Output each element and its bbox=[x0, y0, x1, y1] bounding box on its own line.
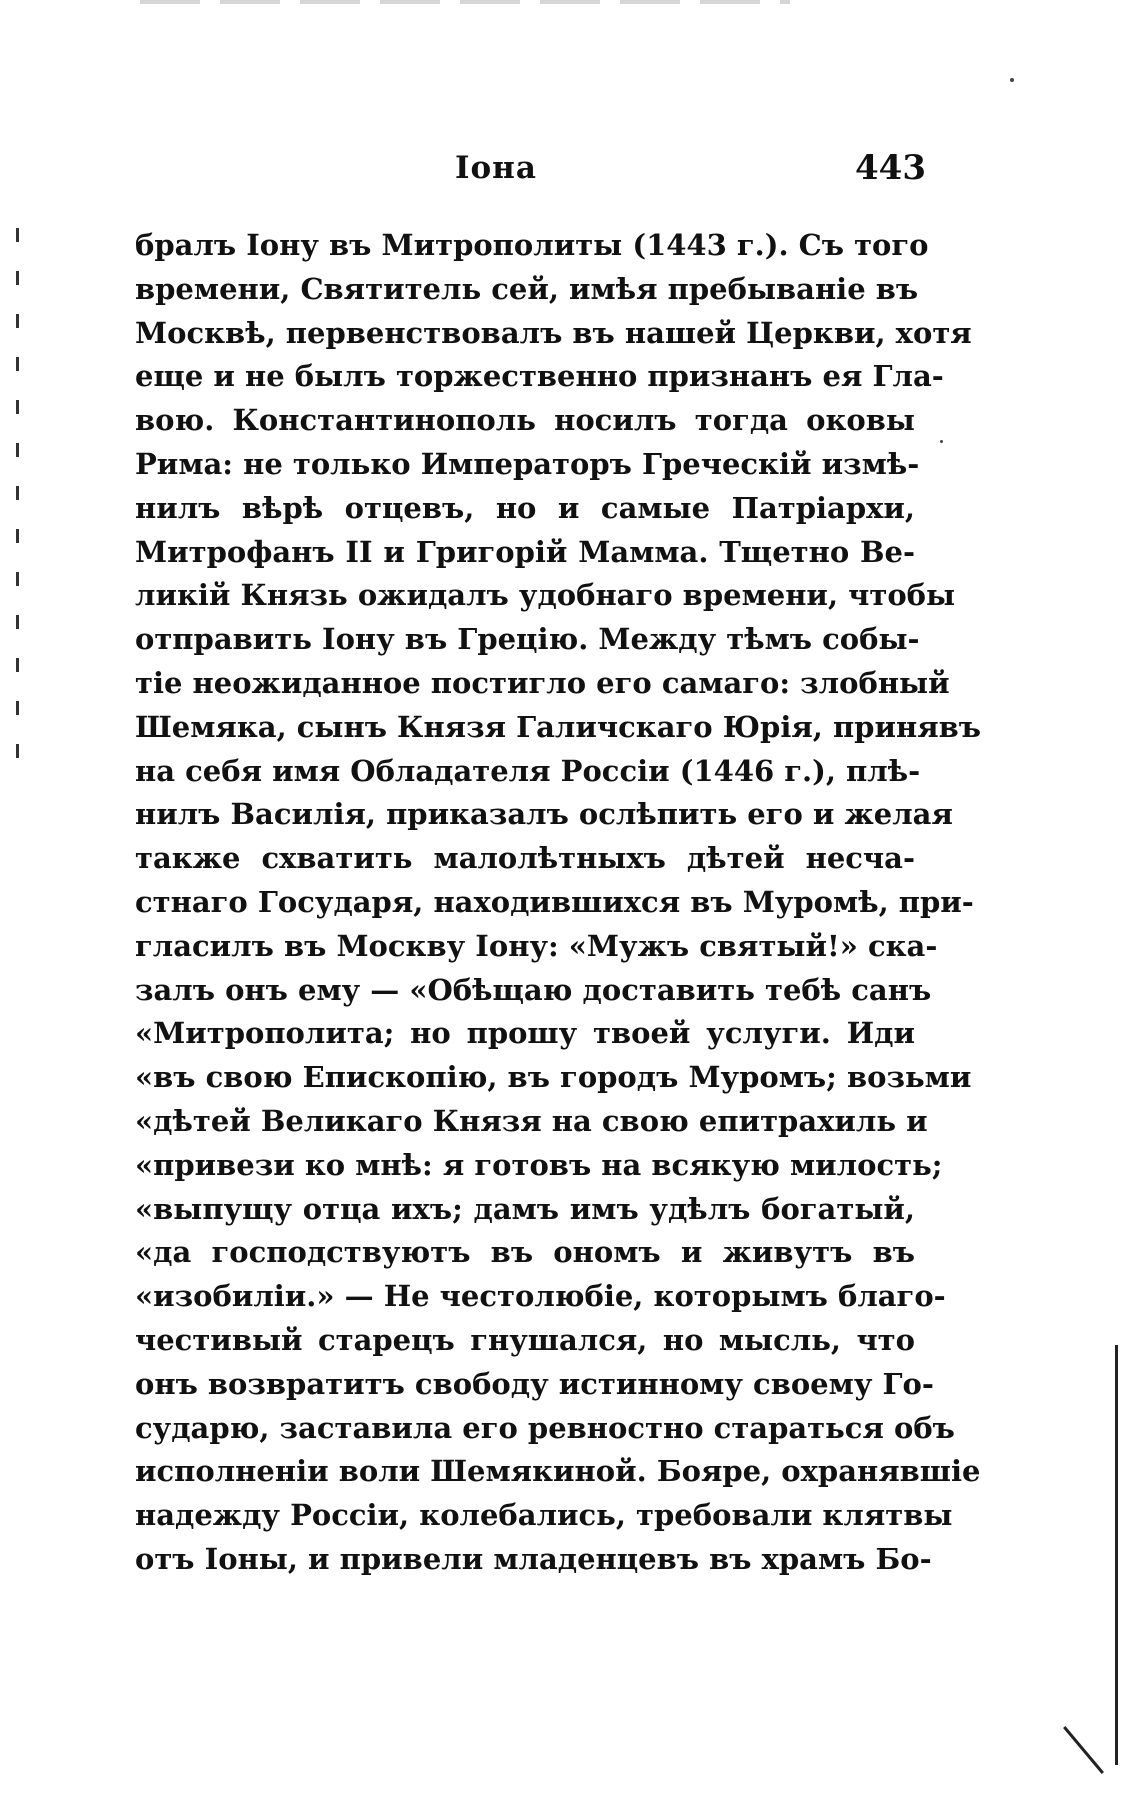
scan-speck bbox=[940, 440, 943, 443]
text-line: «выпущу отца ихъ; дамъ имъ удѣлъ богатый, bbox=[135, 1191, 915, 1226]
text-line: Шемяка, сынъ Князя Галичскаго Юрія, принявъ bbox=[135, 709, 982, 744]
margin-tick bbox=[16, 357, 19, 371]
margin-tick bbox=[16, 658, 19, 672]
text-line: Москвѣ, первенствовалъ въ нашей Церкви, хотя bbox=[135, 315, 972, 350]
text-line: «Митрополита; но прошу твоей услуги. Иди bbox=[135, 1016, 915, 1051]
text-line: ликій Князь ожидалъ удобнаго времени, чтобы bbox=[135, 578, 956, 613]
text-line: Митрофанъ II и Григорій Мамма. Тщетно Ве- bbox=[135, 534, 915, 569]
text-line: онъ возвратитъ свободу истинному своему Го- bbox=[135, 1366, 934, 1401]
text-line: исполненіи воли Шемякиной. Бояре, охранявшіе bbox=[135, 1454, 981, 1489]
margin-tick bbox=[16, 701, 19, 715]
body-text bbox=[135, 224, 982, 1582]
text-line: «да господствуютъ въ ономъ и живутъ въ bbox=[135, 1235, 915, 1270]
text-line: залъ онъ ему — «Обѣщаю доставить тебѣ санъ bbox=[135, 972, 932, 1007]
text-line: отъ Іоны, и привели младенцевъ въ храмъ Бо- bbox=[135, 1541, 932, 1576]
margin-tick bbox=[16, 744, 19, 758]
text-line: «изобиліи.» — Не честолюбіе, которымъ благо- bbox=[135, 1279, 946, 1314]
text-line: гласилъ въ Москву Іону: «Мужъ святый!» ска- bbox=[135, 928, 938, 963]
running-head: Іона bbox=[455, 150, 537, 186]
text-line: Рима: не только Императоръ Греческій измѣ- bbox=[135, 446, 920, 481]
text-line: на себя имя Обладателя Россіи (1446 г.), плѣ- bbox=[135, 753, 921, 788]
text-line: стнаго Государя, находившихся въ Муромѣ, при- bbox=[135, 884, 974, 919]
text-line: времени, Святитель сей, имѣя пребываніе въ bbox=[135, 271, 919, 306]
margin-tick bbox=[16, 615, 19, 629]
margin-tick bbox=[16, 400, 19, 414]
page-number: 443 bbox=[855, 148, 926, 188]
text-line: нилъ Василія, приказалъ ослѣпить его и желая bbox=[135, 797, 953, 832]
text-line: «въ свою Епископію, въ городъ Муромъ; возьми bbox=[135, 1060, 972, 1095]
scan-artifact bbox=[1063, 1726, 1104, 1774]
top-edge-artifact bbox=[140, 0, 790, 4]
text-line: «привези ко мнѣ: я готовъ на всякую милость; bbox=[135, 1147, 943, 1182]
text-line: также схватить малолѣтныхъ дѣтей несча- bbox=[135, 841, 915, 876]
text-line: надежду Россіи, колебались, требовали клятвы bbox=[135, 1498, 953, 1533]
left-margin-marks bbox=[12, 228, 26, 787]
text-line: вою. Константинополь носилъ тогда оковы bbox=[135, 403, 915, 438]
margin-tick bbox=[16, 572, 19, 586]
page-edge-shadow bbox=[1115, 1345, 1118, 1765]
text-line: отправить Іону въ Грецію. Между тѣмъ собы- bbox=[135, 622, 920, 657]
text-line: тіе неожиданное постигло его самаго: злобный bbox=[135, 665, 950, 700]
scan-speck bbox=[1010, 78, 1014, 82]
text-line: сударю, заставила его ревностно стараться объ bbox=[135, 1410, 955, 1445]
margin-tick bbox=[16, 314, 19, 328]
text-line: бралъ Іону въ Митрополиты (1443 г.). Съ того bbox=[135, 228, 929, 262]
margin-tick bbox=[16, 443, 19, 457]
text-line: честивый старецъ гнушался, но мысль, что bbox=[135, 1322, 915, 1357]
margin-tick bbox=[16, 486, 19, 500]
text-line: нилъ вѣрѣ отцевъ, но и самые Патріархи, bbox=[135, 490, 915, 525]
text-line: еще и не былъ торжественно признанъ ея Гла- bbox=[135, 359, 944, 394]
margin-tick bbox=[16, 529, 19, 543]
margin-tick bbox=[16, 228, 19, 242]
text-line: «дѣтей Великаго Князя на свою епитрахиль и bbox=[135, 1103, 928, 1138]
margin-tick bbox=[16, 271, 19, 285]
